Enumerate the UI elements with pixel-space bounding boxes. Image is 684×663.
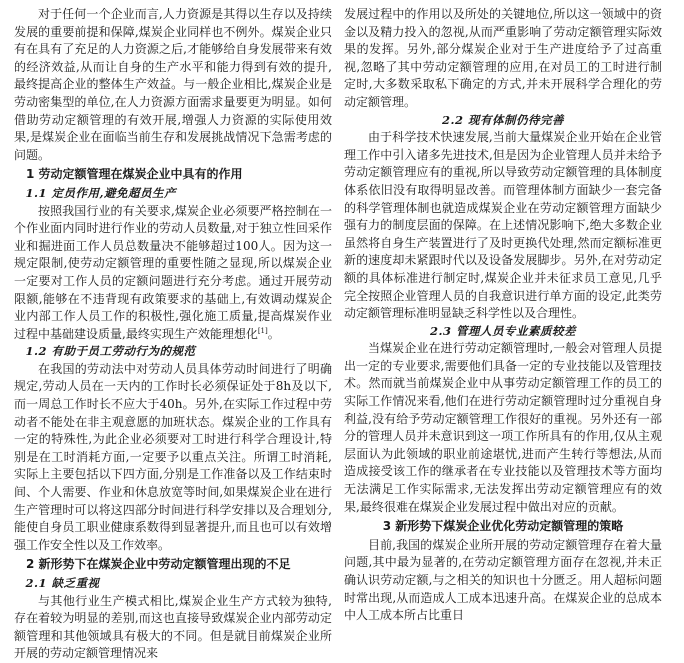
left-column [14, 6, 332, 663]
paragraph-1-1 [14, 203, 332, 344]
paragraph-3: 目前,我国的煤炭企业所开展的劳动定额管理存在着大量问题,其中最为显著的,在劳动定额管理方面存在忽视,并未正确认识劳动定额,与之相关的知识也十分匮乏。用人超标问题时常出现,从而造成人工成本迅速升高。在煤炭企业的总成本中人工成本所占比重日 [344, 537, 662, 623]
section-heading-2: 2 新形势下在煤炭企业中劳动定额管理出现的不足 [26, 557, 291, 572]
intro-paragraph: 对于任何一个企业而言,人力资源是其得以生存以及持续发展的重要前提和保障,煤炭企业同样也不例外。煤炭企业只有在具有了充足的人力资源之后,才能够给自身发展带来有效的经济效益,从而让自身的生产水平和能力得到有效的提升,最终提高企业的整体生产效益。与一般企业相比,煤炭企业是劳动密集型的单位,在人力资源方面需求量要更为明显。如何借助劳动定额管理的有效开展,增强人力资源的实际使用效果,是煤炭企业在面临当前生存和发展挑战情况下急需考虑的问题。 [14, 7, 332, 162]
paragraph-1-2: 在我国的劳动法中对劳动人员具体劳动时间进行了明确规定,劳动人员在一天内的工作时长必须保证处于8h及以下,而一周总工作时长不应大于40h。另外,在实际工作过程中劳动者不能处在非主观意愿的加班状态。煤炭企业的工作具有一定的特殊性,为此企业必须要对工时进行科学合理设计,特别是在工时消耗方面,一定要予以重点关注。所谓工时消耗,实际上主要包括以下四方面,分别是工作准备以及工作结束时间、个人需要、作业和休息放宽等时间,如果煤炭企业在进行生产管理时可以将这四部分时间进行科学安排以及合理划分,能使自身员工职业健康系数得到显著提升,而且也可以有效增强工作安全性以及工作效率。 [14, 361, 332, 552]
paragraph-2-2: 由于科学技术快速发展,当前大量煤炭企业开始在企业管理工作中引入诸多先进技术,但是因为企业管理人员并未给予劳动定额管理应有的重视,所以导致劳动定额管理的具体制度体系依旧没有取得明显改善。而管理体制方面缺少一套完备的科学管理体制也就造成煤炭企业在劳动定额管理方面缺少强有力的制度层面的保障。在上述情况影响下,绝大多数企业虽然将自身生产装置进行了及时更换代处理,然而定额标准更新的速度却未紧跟时代以及设备发展脚步。另外,在对劳动定额的具体标准进行制定时,煤炭企业并未征求员工意见,几乎完全按照企业管理人员的自我意识进行单方面的设定,此类劳动定额管理标准明显缺乏科学性以及合理性。 [344, 130, 662, 321]
subsection-heading-2-3: 2.3 管理人员专业素质较差 [429, 323, 576, 338]
paragraph-2-1-cont: 发展过程中的作用以及所处的关键地位,所以这一领域中的资金以及精力投入的忽视,从而严重影响了劳动定额管理实际效果的发挥。另外,部分煤炭企业对于生产进度给予了过高重视,忽略了其中劳动定额管理的应用,在对员工的工时进行制定时,大多数采取私下确定的方式,并未开展科学合理化的劳动定额管理。 [344, 7, 662, 109]
subsection-heading-2-1: 2.1 缺乏重视 [25, 576, 100, 590]
paragraph-1-1-text: 按照我国行业的有关要求,煤炭企业必须要严格控制在一个作业面内同时进行作业的劳动人员数量,对于独立性回采作业和掘进面工作人员总数量决不能够超过100人。因为这一规定限制,使劳动定额管理的重要性随之显现,所以煤炭企业一定要对工作人员的定额问题进行充分考虑。通过开展劳动限额,能够在不违背现有政策要求的基础上,有效调动煤炭企业内部工作人员工作的积极性,强化施工质量,提高煤炭作业过程中基础建设质量,最终实现生产效能理想化 [14, 203, 332, 341]
subsection-heading-2-2: 2.2 现有体制仍待完善 [441, 112, 564, 127]
section-heading-3: 3 新形势下煤炭企业优化劳动定额管理的策略 [382, 519, 624, 534]
paragraph-1-1-end: 。 [267, 326, 280, 341]
paragraph-2-1: 与其他行业生产模式相比,煤炭企业生产方式较为独特,存在着较为明显的差别,而这也直接导致煤炭企业内部劳动定额管理和其他领域具有极大的不同。但是就目前煤炭企业所开展的劳动定额管理情况来 [14, 593, 332, 661]
citation-ref: [1] [257, 326, 268, 335]
subsection-heading-1-2: 1.2 有助于员工劳动行为的规范 [25, 344, 196, 359]
paragraph-2-3: 当煤炭企业在进行劳动定额管理时,一般会对管理人员提出一定的专业要求,需要他们具备一定的专业技能以及管理技术。然而就当前煤炭企业中从事劳动定额管理工作的员工的实际工作情况来看,他们在进行劳动定额管理时过分重视自身利益,没有给予劳动定额管理工作很好的重视。另外还有一部分的管理人员并未意识到这一项工作所具有的作用,仅从主观层面认为此领域的职业前途堪忧,进而产生转行等想法,从而造成接受该工作的继承者在专业技能以及管理技术等方面均无法满足工作实际需求,无法发挥出劳动定额管理应有的效果,最终很难在煤炭企业发展过程中做出对应的贡献。 [344, 341, 662, 514]
section-heading-1: 1 劳动定额管理在煤炭企业中具有的作用 [26, 167, 243, 182]
subsection-heading-1-1: 1.1 定员作用,避免超员生产 [25, 185, 177, 200]
right-column [344, 6, 662, 625]
